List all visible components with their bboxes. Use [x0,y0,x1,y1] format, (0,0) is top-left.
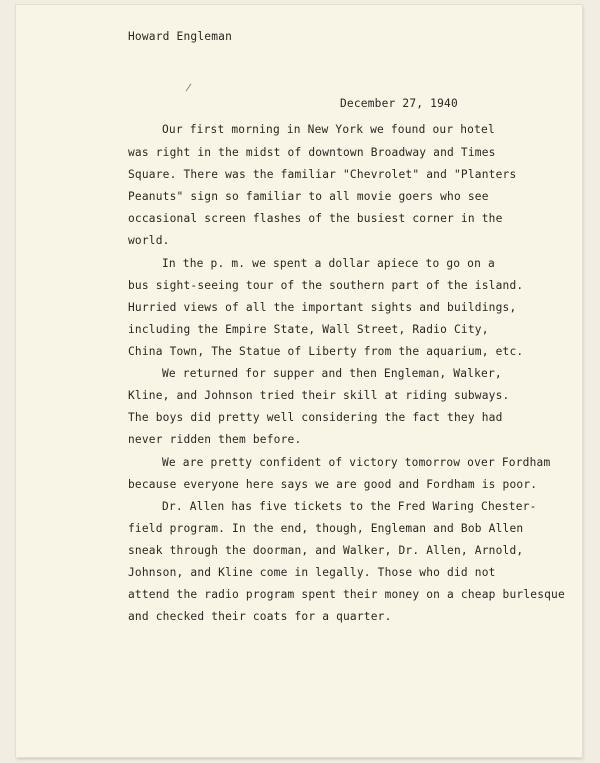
text-line: China Town, The Statue of Liberty from the aquarium, etc. [128,345,524,358]
text-line: field program. In the end, though, Engleman and Bob Allen [128,522,524,535]
text-line: attend the radio program spent their money on a cheap burlesque [128,588,565,601]
text-line: Peanuts" sign so familiar to all movie goers who see [128,190,489,203]
text-line: was right in the midst of downtown Broadway and Times [128,146,496,159]
text-line: We are pretty confident of victory tomorrow over Fordham [162,456,551,469]
paper-sheet [16,5,582,757]
text-line: and checked their coats for a quarter. [128,610,392,623]
text-line: sneak through the doorman, and Walker, Dr. Allen, Arnold, [128,544,524,557]
text-line: In the p. m. we spent a dollar apiece to go on a [162,257,495,270]
text-line: Hurried views of all the important sights and buildings, [128,301,517,314]
text-line: Our first morning in New York we found our hotel [162,123,495,136]
text-line: Johnson, and Kline come in legally. Those who did not [128,566,496,579]
text-line: bus sight-seeing tour of the southern part of the island. [128,279,524,292]
text-line: including the Empire State, Wall Street, Radio City, [128,323,489,336]
text-line: Dr. Allen has five tickets to the Fred Waring Chester- [162,500,537,513]
text-line: never ridden them before. [128,433,302,446]
text-line: occasional screen flashes of the busiest corner in the [128,212,503,225]
letter-date: December 27, 1940 [340,97,458,110]
text-line: The boys did pretty well considering the fact they had [128,411,503,424]
author-name: Howard Engleman [128,30,233,43]
text-line: because everyone here says we are good and Fordham is poor. [128,478,538,491]
text-line: Kline, and Johnson tried their skill at riding subways. [128,389,510,402]
text-line: Square. There was the familiar "Chevrolet" and "Planters [128,168,517,181]
text-line: We returned for supper and then Engleman, Walker, [162,367,502,380]
text-line: world. [128,234,170,247]
